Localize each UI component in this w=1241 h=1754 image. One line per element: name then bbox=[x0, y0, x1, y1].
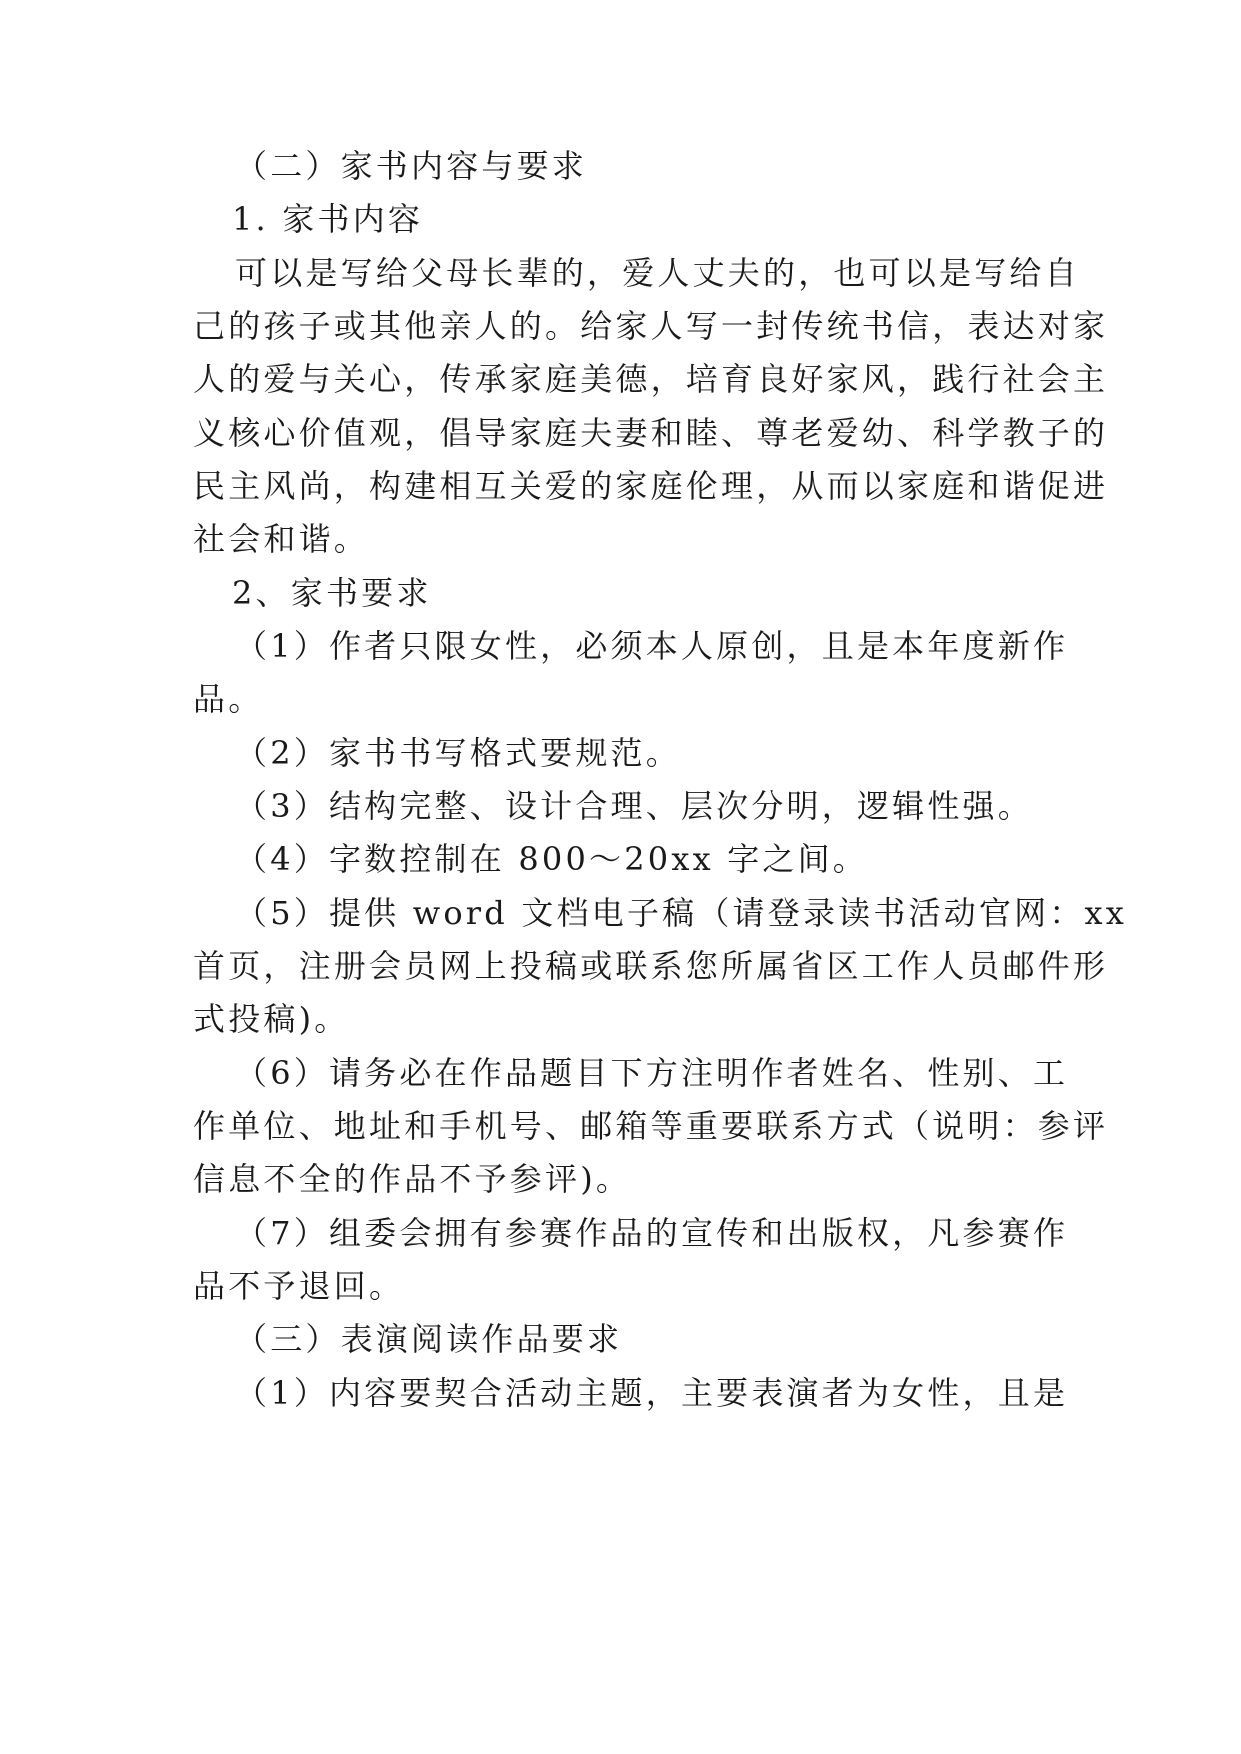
paragraph-line: 人的爱与关心，传承家庭美德，培育良好家风，践行社会主 bbox=[193, 360, 1109, 398]
list-item-1: （1）作者只限女性，必须本人原创，且是本年度新作 bbox=[235, 627, 1069, 665]
section-heading-letter-content: （二）家书内容与要求 bbox=[235, 147, 588, 185]
paragraph-line: 民主风尚，构建相互关爱的家庭伦理，从而以家庭和谐促进 bbox=[193, 467, 1109, 505]
paragraph-line: 可以是写给父母长辈的，爱人丈夫的，也可以是写给自 bbox=[235, 254, 1080, 292]
list-item-6-continued: 作单位、地址和手机号、邮箱等重要联系方式（说明：参评 bbox=[193, 1107, 1109, 1145]
list-item-6: （6）请务必在作品题目下方注明作者姓名、性别、工 bbox=[235, 1054, 1069, 1092]
list-item-6-continued: 信息不全的作品不予参评)。 bbox=[193, 1160, 632, 1198]
section-heading-performance: （三）表演阅读作品要求 bbox=[235, 1320, 623, 1358]
list-item-2: （2）家书书写格式要规范。 bbox=[235, 734, 681, 772]
list-item-1-continued: 品。 bbox=[193, 680, 264, 718]
subheading-letter-content: 1. 家书内容 bbox=[232, 200, 424, 238]
list-item-3: （3）结构完整、设计合理、层次分明，逻辑性强。 bbox=[235, 787, 1033, 825]
list-item-7-continued: 品不予退回。 bbox=[193, 1267, 405, 1305]
list-item-5: （5）提供 word 文档电子稿（请登录读书活动官网：xx bbox=[235, 894, 1128, 932]
paragraph-line: 己的孩子或其他亲人的。给家人写一封传统书信，表达对家 bbox=[193, 307, 1109, 345]
subheading-letter-requirements: 2、家书要求 bbox=[232, 574, 432, 612]
list-item-7: （7）组委会拥有参赛作品的宣传和出版权，凡参赛作 bbox=[235, 1214, 1069, 1252]
list-item-5-continued: 首页，注册会员网上投稿或联系您所属省区工作人员邮件形 bbox=[193, 947, 1109, 985]
paragraph-line: 社会和谐。 bbox=[193, 520, 370, 558]
performance-item-1: （1）内容要契合活动主题，主要表演者为女性，且是 bbox=[235, 1374, 1069, 1412]
paragraph-line: 义核心价值观，倡导家庭夫妻和睦、尊老爱幼、科学教子的 bbox=[193, 414, 1109, 452]
list-item-5-continued: 式投稿)。 bbox=[193, 1000, 350, 1038]
list-item-4: （4）字数控制在 800～20xx 字之间。 bbox=[235, 840, 868, 878]
